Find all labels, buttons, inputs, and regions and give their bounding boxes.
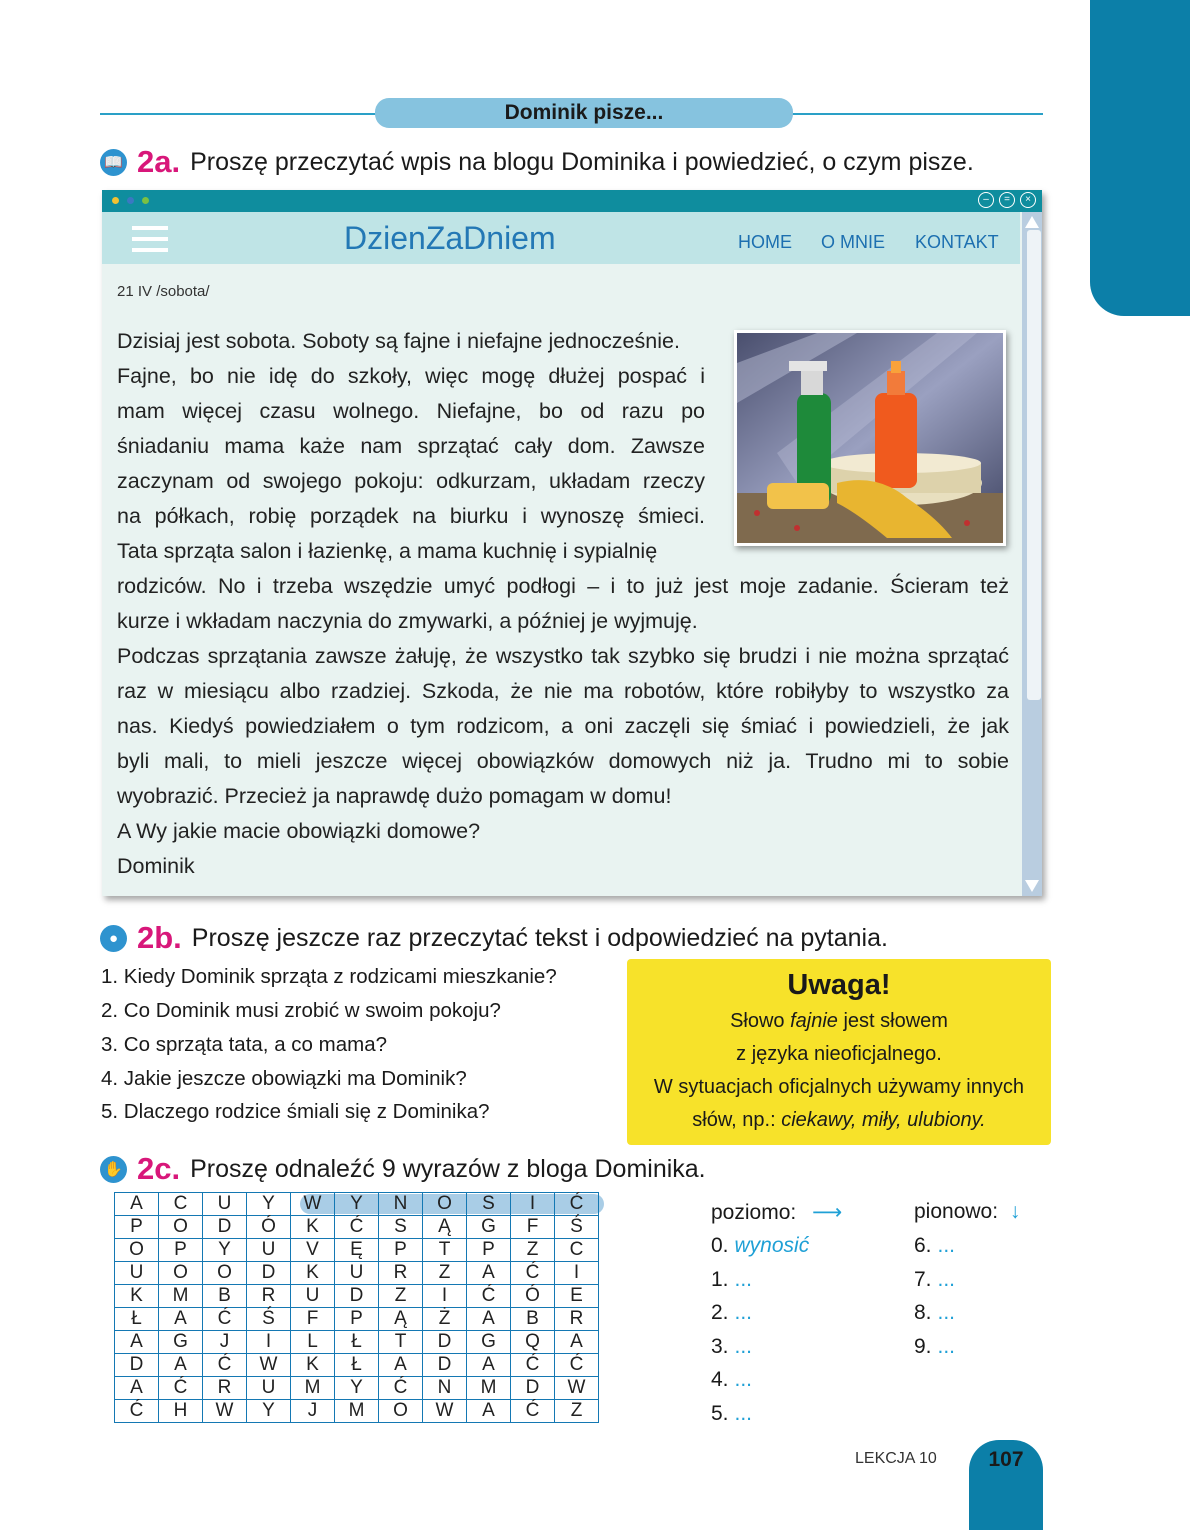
grid-cell[interactable]: Y [247, 1400, 291, 1423]
note-line-4: słów, np.: ciekawy, miły, ulubiony. [692, 1109, 986, 1131]
answer-item[interactable]: 9. ... [914, 1334, 956, 1358]
arrow-down-icon: ↓ [1009, 1200, 1021, 1223]
grid-cell[interactable]: B [203, 1285, 247, 1308]
grid-cell[interactable]: Ć [335, 1216, 379, 1239]
grid-cell[interactable]: Y [335, 1377, 379, 1400]
scrollbar-thumb[interactable] [1027, 230, 1041, 700]
grid-cell[interactable]: Ą [379, 1308, 423, 1331]
answer-item[interactable]: 3. ... [711, 1334, 753, 1358]
grid-cell[interactable]: Ć [511, 1354, 555, 1377]
hand-icon: ✋ [100, 1156, 127, 1183]
grid-cell[interactable]: I [423, 1285, 467, 1308]
grid-cell[interactable]: E [555, 1285, 599, 1308]
grid-cell[interactable]: Z [379, 1285, 423, 1308]
cleaning-supplies-photo [734, 330, 1006, 546]
answer-item[interactable]: 6. ... [914, 1234, 956, 1257]
post-line: Dominik [117, 854, 195, 878]
grid-cell[interactable]: A [115, 1377, 159, 1400]
grid-cell[interactable]: G [467, 1216, 511, 1239]
grid-cell[interactable]: K [291, 1354, 335, 1377]
grid-cell[interactable]: P [159, 1239, 203, 1262]
exercise-2a-heading [100, 144, 974, 180]
grid-cell[interactable]: F [511, 1216, 555, 1239]
exercise-instruction: Proszę odnaleźć 9 wyrazów z bloga Dominika. [190, 1154, 706, 1183]
grid-cell[interactable]: C [555, 1239, 599, 1262]
grid-cell[interactable]: Z [423, 1262, 467, 1285]
blog-navbar [102, 212, 1020, 264]
grid-cell[interactable]: U [335, 1262, 379, 1285]
window-dot-icon [142, 197, 149, 204]
grid-cell[interactable]: Ż [423, 1308, 467, 1331]
grid-cell[interactable]: O [423, 1193, 467, 1216]
nav-home[interactable]: HOME [738, 232, 792, 252]
grid-cell[interactable]: Y [247, 1193, 291, 1216]
grid-row [115, 1193, 599, 1216]
grid-cell[interactable]: R [379, 1262, 423, 1285]
grid-cell[interactable]: T [379, 1331, 423, 1354]
grid-cell[interactable]: Ć [203, 1308, 247, 1331]
grid-cell[interactable]: W [247, 1354, 291, 1377]
section-title: Dominik pisze... [375, 98, 793, 128]
grid-cell[interactable]: D [335, 1285, 379, 1308]
note-line-1: Słowo fajnie jest słowem [730, 1010, 948, 1032]
side-tab [1090, 0, 1190, 316]
nav-about[interactable]: O MNIE [821, 232, 886, 252]
post-line: kurze i wkładam naczynia do zmywarki, a później je wyjmuję. [117, 609, 698, 633]
grid-row [115, 1400, 599, 1423]
note-line-3: W sytuacjach oficjalnych używamy innych [653, 1076, 1025, 1098]
grid-cell[interactable]: A [115, 1193, 159, 1216]
grid-row [115, 1216, 599, 1239]
window-dot-icon [127, 197, 134, 204]
grid-cell[interactable]: Ś [247, 1308, 291, 1331]
lesson-label: LEKCJA 10 [855, 1450, 937, 1467]
grid-cell[interactable]: A [159, 1354, 203, 1377]
grid-row [115, 1354, 599, 1377]
grid-cell[interactable]: Y [335, 1193, 379, 1216]
post-line: byli mali, to mieli jeszcze więcej obowiązków domowych niż ja. Trudno mi to sobie [117, 749, 1009, 773]
exercise-2c-heading [100, 1151, 706, 1187]
nav-contact[interactable]: KONTAKT [915, 232, 999, 252]
post-line: zaczynam od swojego pokoju: odkurzam, układam rzeczy [117, 469, 705, 493]
grid-cell[interactable]: I [247, 1331, 291, 1354]
grid-cell[interactable]: P [467, 1239, 511, 1262]
grid-cell[interactable]: R [247, 1285, 291, 1308]
post-line: Podczas sprzątania zawsze żałuję, że wszystko tak szybko się brudzi i nie można sprzątać [117, 644, 1009, 668]
vertical-label: pionowo: ↓ [914, 1200, 1021, 1223]
horizontal-label: poziomo: ⟶ [711, 1201, 843, 1224]
grid-cell[interactable]: O [115, 1239, 159, 1262]
photo-image [737, 333, 1003, 543]
grid-cell[interactable]: U [247, 1239, 291, 1262]
exercise-instruction: Proszę jeszcze raz przeczytać tekst i odpowiedzieć na pytania. [191, 923, 888, 952]
grid-cell[interactable]: H [159, 1400, 203, 1423]
grid-cell[interactable]: Ć [115, 1400, 159, 1423]
post-line: nas. Kiedyś powiedziałem o tym rodzicom, a oni zaczęli się śmiać i powiedzieli, że jak [117, 714, 1009, 738]
grid-cell[interactable]: F [291, 1308, 335, 1331]
grid-cell[interactable]: Ć [555, 1354, 599, 1377]
grid-cell[interactable]: Q [511, 1331, 555, 1354]
post-line: Dzisiaj jest sobota. Soboty są fajne i niefajne jednocześnie. [117, 329, 680, 353]
page-number: 107 [969, 1440, 1043, 1530]
grid-cell[interactable]: W [555, 1377, 599, 1400]
exercise-number: 2c. [137, 1151, 181, 1186]
grid-cell[interactable]: R [555, 1308, 599, 1331]
grid-cell[interactable]: J [291, 1400, 335, 1423]
grid-cell[interactable]: Z [555, 1400, 599, 1423]
grid-cell[interactable]: M [335, 1400, 379, 1423]
grid-cell[interactable]: S [379, 1216, 423, 1239]
grid-cell[interactable]: U [203, 1193, 247, 1216]
grid-cell[interactable]: D [423, 1354, 467, 1377]
grid-cell[interactable]: Ó [511, 1285, 555, 1308]
grid-cell[interactable]: W [423, 1400, 467, 1423]
speech-lips-icon: ● [100, 925, 127, 952]
close-icon[interactable]: × [1020, 192, 1036, 208]
answer-item[interactable]: 5. ... [711, 1401, 753, 1425]
grid-cell[interactable]: P [379, 1239, 423, 1262]
post-line: na półkach, robię porządek na biurku i wynoszę śmieci. [117, 504, 705, 528]
question-3: 3. Co sprząta tata, a co mama? [101, 1033, 387, 1056]
grid-cell[interactable]: A [555, 1331, 599, 1354]
grid-cell[interactable]: O [379, 1400, 423, 1423]
question-4: 4. Jakie jeszcze obowiązki ma Dominik? [101, 1067, 467, 1090]
grid-cell[interactable]: Ć [159, 1377, 203, 1400]
grid-cell[interactable]: K [291, 1216, 335, 1239]
maximize-icon[interactable]: = [999, 192, 1015, 208]
post-line: Fajne, bo nie idę do szkoły, więc mogę dłużej pospać i [117, 364, 705, 388]
post-line: A Wy jakie macie obowiązki domowe? [117, 819, 481, 843]
grid-cell[interactable]: Ć [511, 1400, 555, 1423]
grid-cell[interactable]: Z [511, 1239, 555, 1262]
window-titlebar [102, 190, 1042, 212]
grid-cell[interactable]: C [159, 1193, 203, 1216]
grid-cell[interactable]: D [203, 1216, 247, 1239]
answer-item[interactable]: 2. ... [711, 1301, 753, 1324]
grid-cell[interactable]: Ł [335, 1354, 379, 1377]
answer-item[interactable]: 4. ... [711, 1368, 753, 1391]
grid-row [115, 1308, 599, 1331]
grid-cell[interactable]: D [423, 1331, 467, 1354]
grid-cell[interactable]: S [467, 1193, 511, 1216]
grid-cell[interactable]: N [423, 1377, 467, 1400]
grid-row [115, 1331, 599, 1354]
question-5: 5. Dlaczego rodzice śmiali się z Dominika? [101, 1100, 490, 1123]
post-date: 21 IV /sobota/ [117, 283, 210, 300]
grid-cell[interactable]: D [247, 1262, 291, 1285]
grid-cell[interactable]: D [115, 1354, 159, 1377]
grid-cell[interactable]: M [291, 1377, 335, 1400]
exercise-2b-heading [100, 920, 888, 956]
grid-cell[interactable]: Ś [555, 1216, 599, 1239]
grid-cell[interactable]: B [511, 1308, 555, 1331]
grid-cell[interactable]: D [511, 1377, 555, 1400]
grid-cell[interactable]: G [467, 1331, 511, 1354]
grid-cell[interactable]: A [115, 1331, 159, 1354]
grid-cell[interactable]: A [467, 1262, 511, 1285]
grid-cell[interactable]: K [115, 1285, 159, 1308]
question-1: 1. Kiedy Dominik sprząta z rodzicami mieszkanie? [101, 965, 557, 988]
answer-item[interactable]: 1. ... [711, 1267, 753, 1291]
blog-browser-window [102, 190, 1042, 896]
grid-cell[interactable]: I [511, 1193, 555, 1216]
grid-cell[interactable]: N [379, 1193, 423, 1216]
post-line: śniadaniu mama każe nam sprzątać cały dom. Zawsze [117, 434, 705, 458]
grid-cell[interactable]: A [467, 1400, 511, 1423]
grid-cell[interactable]: K [291, 1262, 335, 1285]
answer-item[interactable]: 0. wynosić [711, 1234, 810, 1257]
note-line-2: z języka nieoficjalnego. [736, 1043, 942, 1065]
scroll-down-icon[interactable] [1025, 880, 1039, 892]
window-dot-icon [112, 197, 119, 204]
grid-cell[interactable]: Ć [511, 1262, 555, 1285]
grid-row [115, 1377, 599, 1400]
grid-cell[interactable]: Ą [423, 1216, 467, 1239]
grid-cell[interactable]: Y [203, 1239, 247, 1262]
book-icon: 📖 [100, 149, 127, 176]
exercise-number: 2b. [137, 920, 182, 955]
grid-cell[interactable]: M [159, 1285, 203, 1308]
note-title: Uwaga! [787, 969, 891, 1001]
grid-cell[interactable]: A [467, 1308, 511, 1331]
grid-cell[interactable]: Ć [467, 1285, 511, 1308]
grid-cell[interactable]: A [467, 1354, 511, 1377]
grid-cell[interactable]: W [203, 1400, 247, 1423]
answer-item[interactable]: 7. ... [914, 1267, 956, 1291]
grid-row [115, 1239, 599, 1262]
grid-cell[interactable]: A [379, 1354, 423, 1377]
post-line: raz w miesiącu albo rzadziej. Szkoda, że nie ma robotów, które robiłyby to wszystko za [117, 679, 1009, 703]
grid-cell[interactable]: I [555, 1262, 599, 1285]
grid-cell[interactable]: Ó [247, 1216, 291, 1239]
grid-cell[interactable]: Ę [335, 1239, 379, 1262]
arrow-right-icon: ⟶ [812, 1201, 843, 1224]
grid-cell[interactable]: J [203, 1331, 247, 1354]
attention-note [627, 959, 1051, 1145]
grid-cell[interactable]: U [115, 1262, 159, 1285]
scroll-up-icon[interactable] [1025, 216, 1039, 228]
grid-cell[interactable]: G [159, 1331, 203, 1354]
grid-cell[interactable]: U [291, 1285, 335, 1308]
grid-cell[interactable]: Ł [115, 1308, 159, 1331]
grid-cell[interactable]: Ć [203, 1354, 247, 1377]
site-name: DzienZaDniem [344, 220, 556, 256]
grid-cell[interactable]: Ł [335, 1331, 379, 1354]
grid-cell[interactable]: T [423, 1239, 467, 1262]
exercise-number: 2a. [137, 144, 181, 179]
post-line: mam więcej czasu wolnego. Niefajne, bo od razu po [117, 399, 705, 423]
grid-row [115, 1262, 599, 1285]
grid-cell[interactable]: V [291, 1239, 335, 1262]
word-search-grid [114, 1192, 599, 1423]
menu-icon[interactable] [132, 226, 168, 252]
grid-cell[interactable]: Ć [379, 1377, 423, 1400]
grid-cell[interactable]: R [203, 1377, 247, 1400]
grid-cell[interactable]: W [291, 1193, 335, 1216]
grid-cell[interactable]: A [159, 1308, 203, 1331]
grid-cell[interactable]: P [115, 1216, 159, 1239]
post-line: rodziców. No i trzeba wszędzie umyć podłogi – i to już jest moje zadanie. Ścieram też [117, 574, 1009, 598]
grid-cell[interactable]: O [159, 1262, 203, 1285]
grid-cell[interactable]: Ć [555, 1193, 599, 1216]
grid-cell[interactable]: O [159, 1216, 203, 1239]
minimize-icon[interactable]: – [978, 192, 994, 208]
grid-cell[interactable]: P [335, 1308, 379, 1331]
post-line: wyobrazić. Przecież ja naprawdę dużo pomagam w domu! [117, 784, 672, 808]
grid-cell[interactable]: M [467, 1377, 511, 1400]
grid-cell[interactable]: U [247, 1377, 291, 1400]
grid-row [115, 1285, 599, 1308]
exercise-instruction: Proszę przeczytać wpis na blogu Dominika i powiedzieć, o czym pisze. [190, 147, 974, 176]
answer-item[interactable]: 8. ... [914, 1301, 956, 1324]
post-line: Tata sprząta salon i łazienkę, a mama kuchnię i sypialnię [117, 539, 658, 563]
question-2: 2. Co Dominik musi zrobić w swoim pokoju? [101, 999, 501, 1022]
grid-cell[interactable]: O [203, 1262, 247, 1285]
grid-cell[interactable]: L [291, 1331, 335, 1354]
